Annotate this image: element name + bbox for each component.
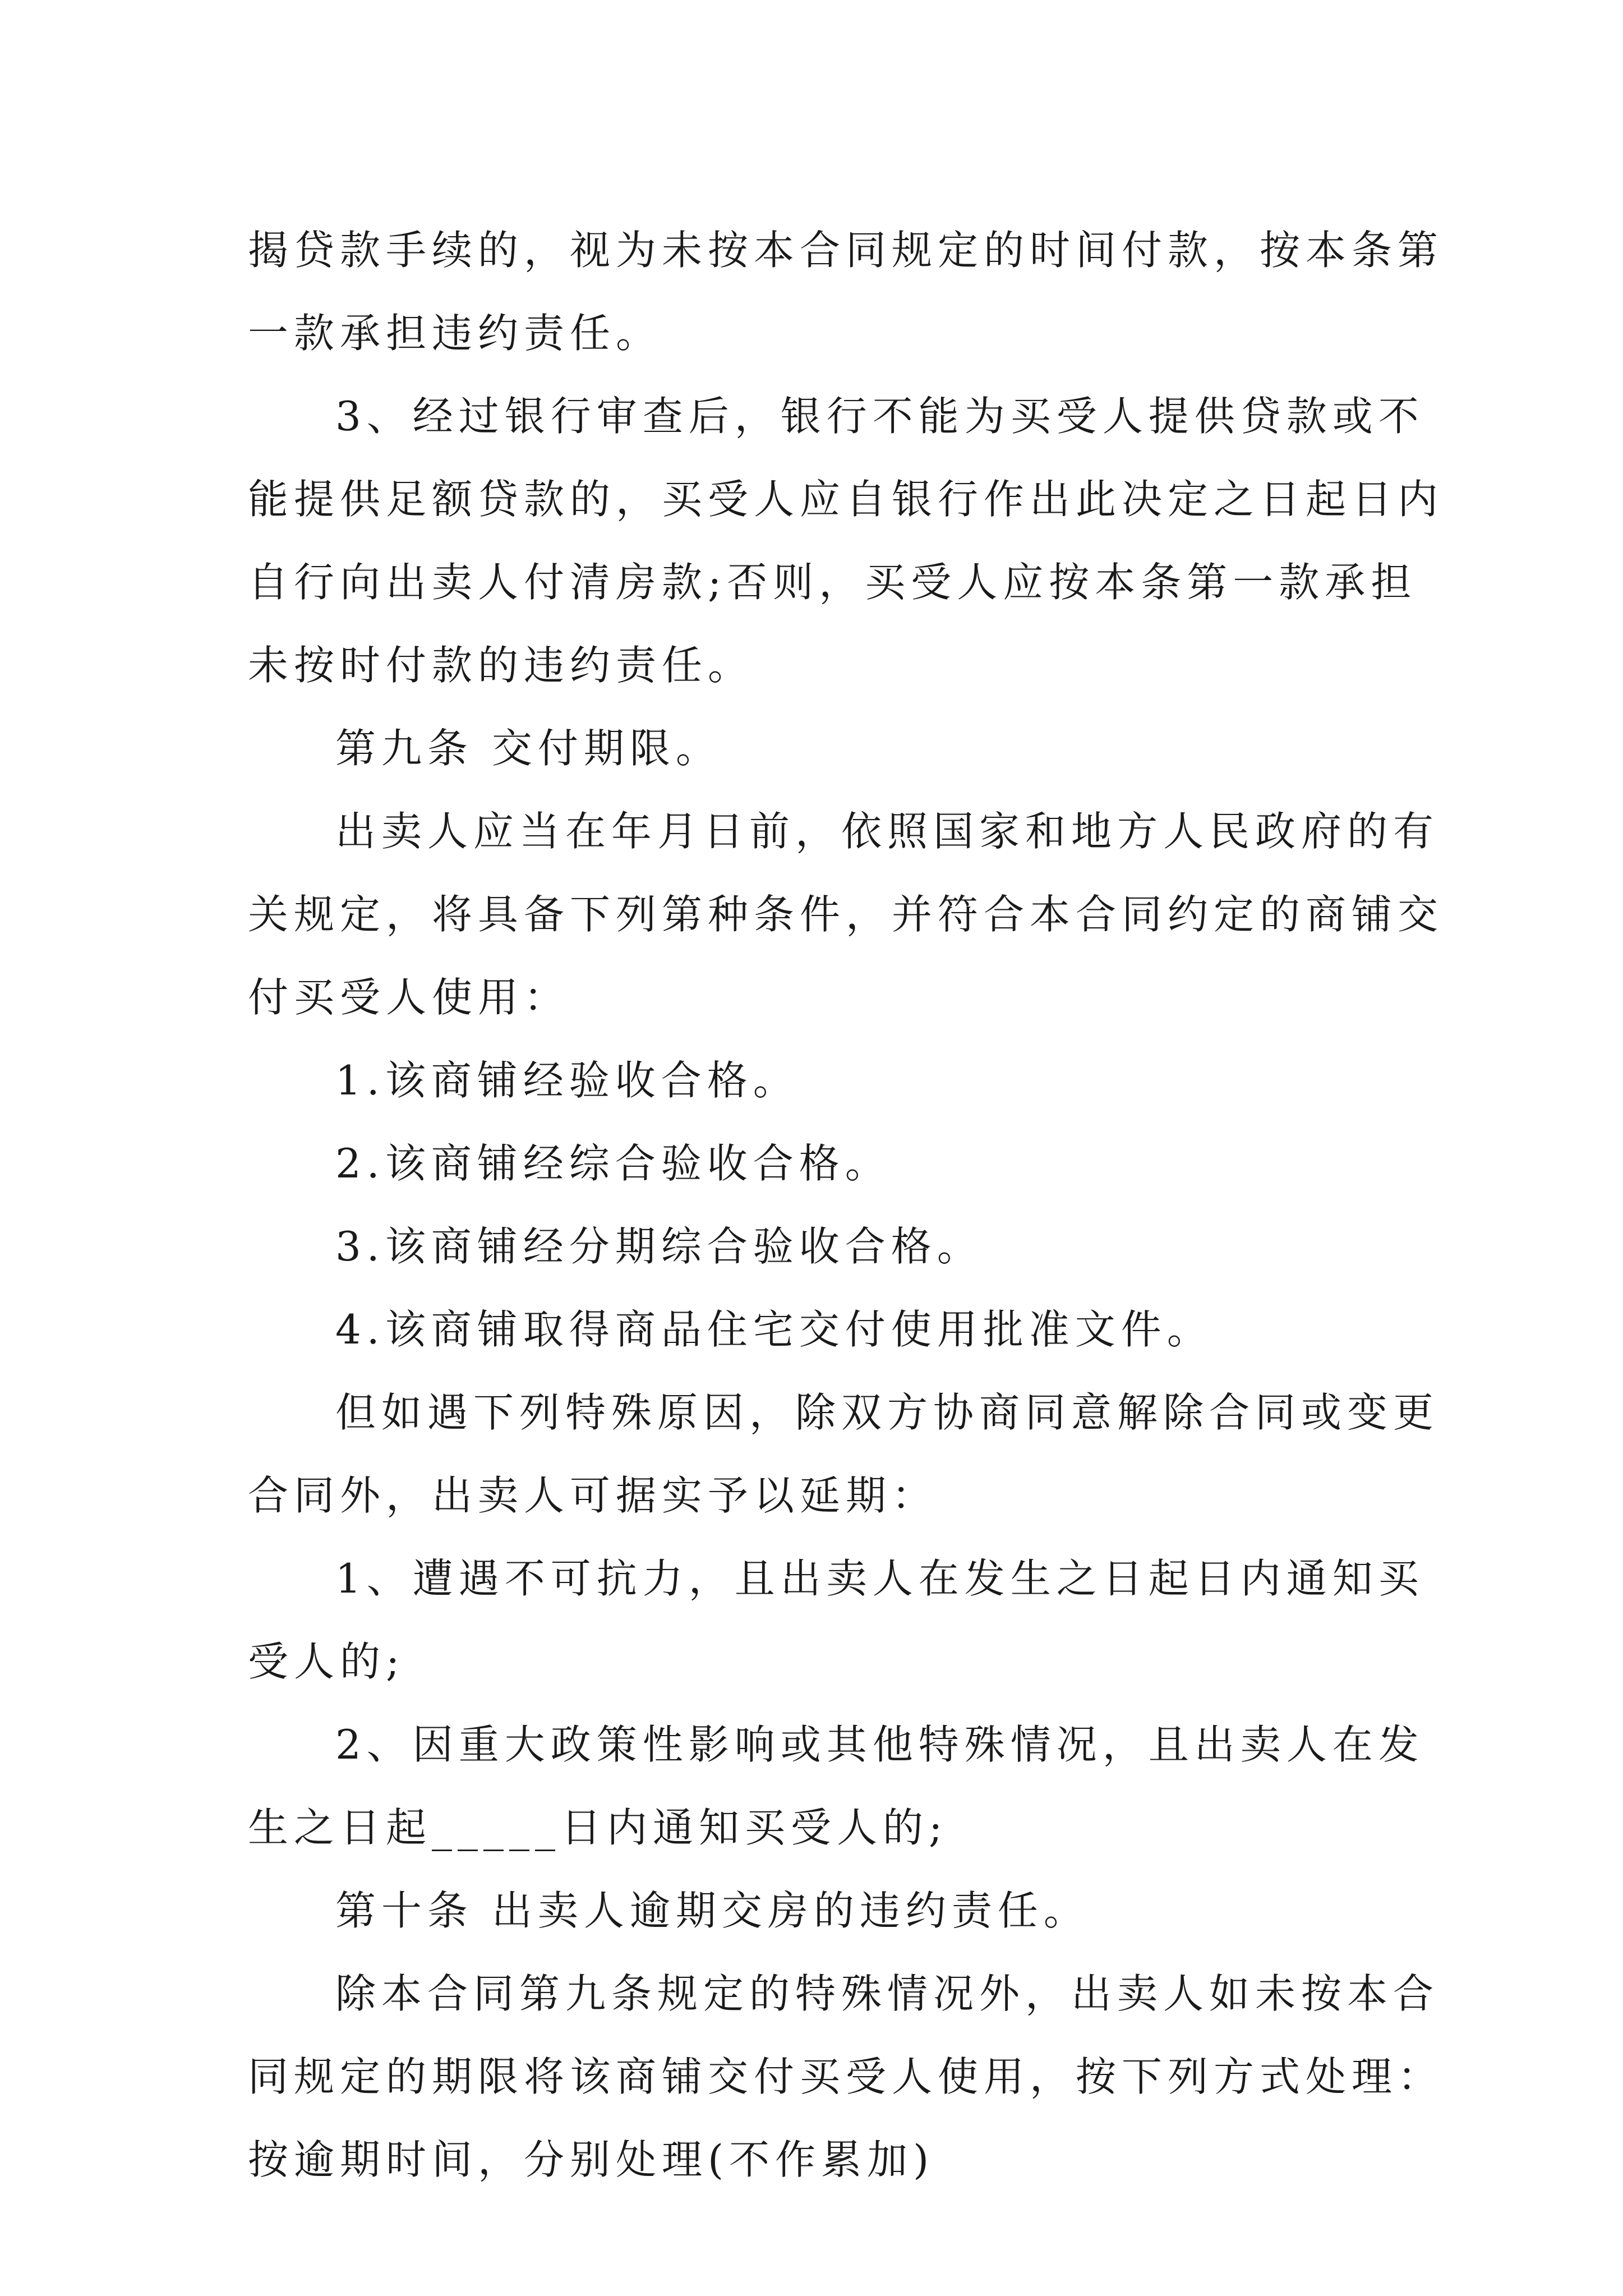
text-line: 受人的; [248,1638,405,1685]
text-line: 关规定，将具备下列第种条件，并符合本合同约定的商铺交 [248,891,1444,938]
text-line: 一款承担违约责任。 [248,310,662,357]
text-line: 未按时付款的违约责任。 [248,642,754,689]
list-item: 2、因重大政策性影响或其他特殊情况，且出卖人在发 [335,1721,1424,1768]
text-line: 合同外，出卖人可据实予以延期： [248,1472,938,1519]
section-heading: 第九条 交付期限。 [335,725,722,772]
text-line: 出卖人应当在年月日前，依照国家和地方人民政府的有 [335,808,1440,855]
document-body [248,209,1444,2201]
text-line: 按逾期时间，分别处理(不作累加) [248,2136,935,2183]
list-item: 3.该商铺经分期综合验收合格。 [335,1223,983,1270]
text-line: 揭贷款手续的，视为未按本合同规定的时间付款，按本条第 [248,227,1444,274]
list-item: 2.该商铺经综合验收合格。 [335,1140,891,1187]
text-line: 自行向出卖人付清房款;否则，买受人应按本条第一款承担 [248,559,1417,606]
list-item: 4.该商铺取得商品住宅交付使用批准文件。 [335,1306,1213,1353]
text-line: 3、经过银行审查后，银行不能为买受人提供贷款或不 [335,393,1424,440]
text-line: 但如遇下列特殊原因，除双方协商同意解除合同或变更 [335,1389,1440,1436]
text-line: 除本合同第九条规定的特殊情况外，出卖人如未按本合 [335,1970,1440,2017]
list-item: 1、遭遇不可抗力，且出卖人在发生之日起日内通知买 [335,1555,1424,1602]
text-line: 生之日起_____日内通知买受人的; [248,1804,948,1851]
text-line: 付买受人使用： [248,974,570,1021]
text-line: 同规定的期限将该商铺交付买受人使用，按下列方式处理： [248,2053,1444,2100]
list-item: 1.该商铺经验收合格。 [335,1057,799,1104]
text-line: 能提供足额贷款的，买受人应自银行作出此决定之日起日内 [248,476,1444,523]
section-heading: 第十条 出卖人逾期交房的违约责任。 [335,1887,1090,1934]
